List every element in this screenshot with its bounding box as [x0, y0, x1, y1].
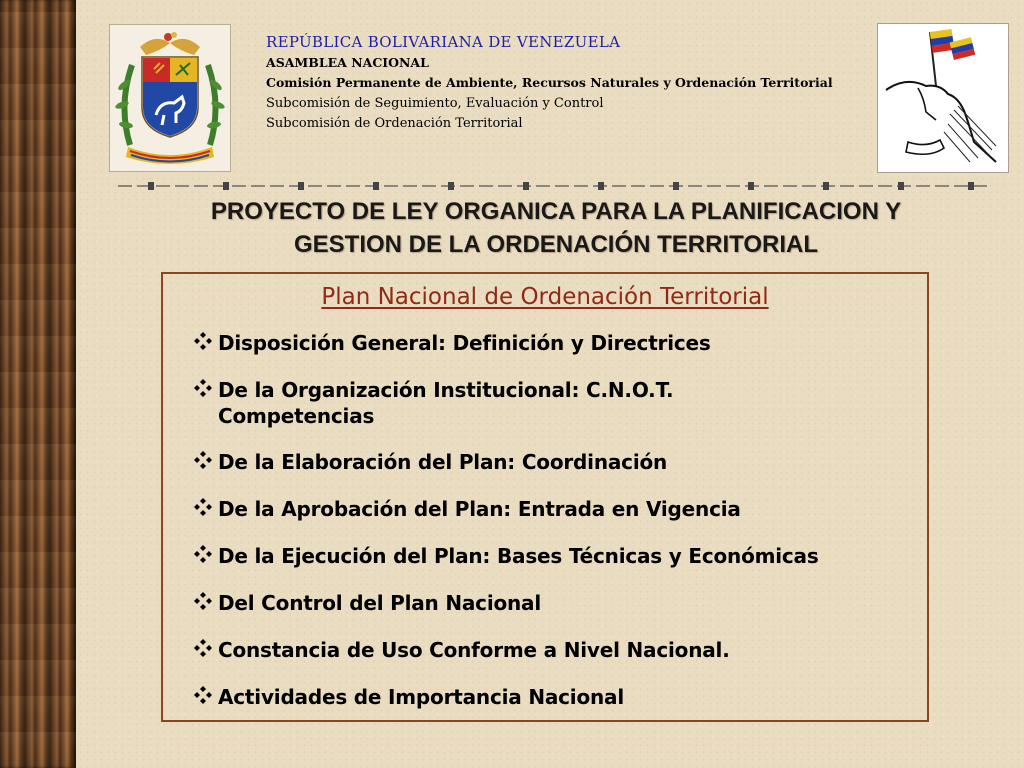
- coat-of-arms-icon: [110, 25, 230, 171]
- header-subcommission-1: Subcomisión de Seguimiento, Evaluación y Control: [266, 96, 604, 111]
- list-item: [193, 637, 923, 664]
- diamond-bullet-icon: [193, 331, 218, 357]
- header-subcommission-2: Subcomisión de Ordenación Territorial: [266, 116, 523, 131]
- list-item: [193, 330, 923, 357]
- plan-heading: [163, 284, 927, 310]
- list-item-text: Del Control del Plan Nacional: [218, 591, 542, 615]
- diamond-bullet-icon: [193, 497, 218, 523]
- list-item: [193, 449, 923, 476]
- list-item: [193, 543, 923, 570]
- header-block: [266, 33, 866, 136]
- slide-title: [96, 195, 1016, 261]
- plan-heading-text: Plan Nacional de Ordenación Territorial: [321, 284, 769, 310]
- decorative-divider: [118, 178, 988, 194]
- header-country: REPÚBLICA BOLIVARIANA DE VENEZUELA: [266, 33, 621, 51]
- list-item: [193, 377, 923, 429]
- list-item-text: De la Organización Institucional: C.N.O.T. Competencias: [218, 378, 674, 428]
- list-item-text: Constancia de Uso Conforme a Nivel Nacional.: [218, 638, 730, 662]
- header-assembly: ASAMBLEA NACIONAL: [266, 55, 429, 70]
- header-commission: Comisión Permanente de Ambiente, Recursos Naturales y Ordenación Territorial: [266, 75, 833, 90]
- flag-portrait-icon: [878, 24, 1008, 172]
- slide-title-line-1: PROYECTO DE LEY ORGANICA PARA LA PLANIFICACION Y: [210, 198, 902, 225]
- diamond-bullet-icon: [193, 378, 218, 404]
- list-item-text: Disposición General: Definición y Directrices: [218, 331, 711, 355]
- diamond-bullet-icon: [193, 591, 218, 617]
- diamond-bullet-icon: [193, 450, 218, 476]
- diamond-bullet-icon: [193, 544, 218, 570]
- list-item: [193, 684, 923, 711]
- list-item-text: De la Elaboración del Plan: Coordinación: [218, 450, 668, 474]
- flag-portrait-image: [877, 23, 1009, 173]
- wood-border: [0, 0, 76, 768]
- diamond-bullet-icon: [193, 685, 218, 711]
- list-item: [193, 496, 923, 523]
- list-item-text: De la Ejecución del Plan: Bases Técnicas y Económicas: [218, 544, 819, 568]
- list-item: [193, 590, 923, 617]
- plan-item-list: [193, 330, 923, 731]
- diamond-bullet-icon: [193, 638, 218, 664]
- list-item-text: Actividades de Importancia Nacional: [218, 685, 624, 709]
- coat-of-arms-image: [109, 24, 231, 172]
- slide-title-line-2: GESTION DE LA ORDENACIÓN TERRITORIAL: [293, 231, 818, 258]
- list-item-text: De la Aprobación del Plan: Entrada en Vigencia: [218, 497, 741, 521]
- plan-content-box: [161, 272, 929, 722]
